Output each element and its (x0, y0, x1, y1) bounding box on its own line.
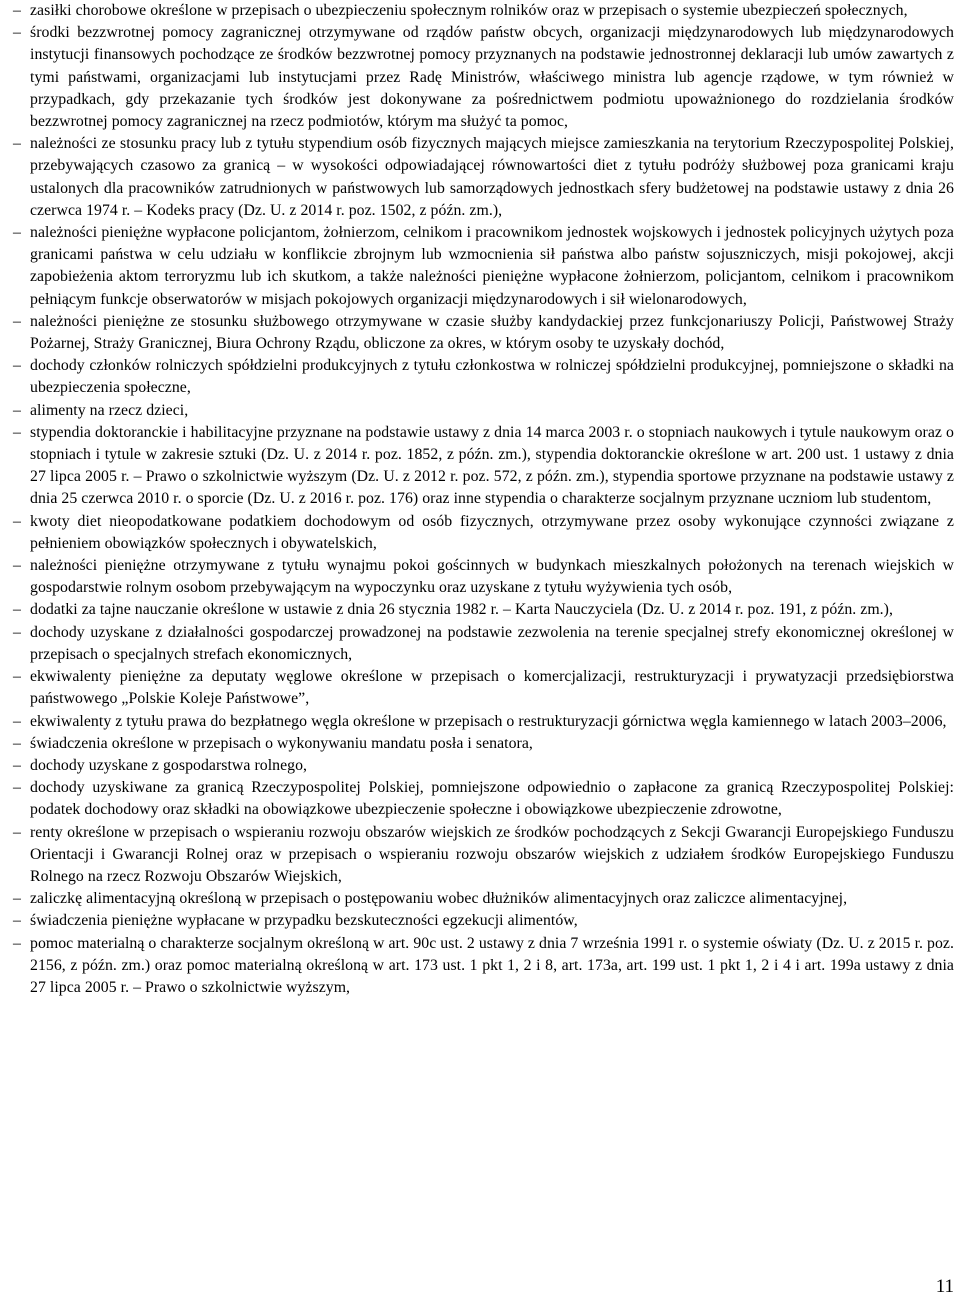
list-item-text: dochody uzyskiwane za granicą Rzeczypospolitej Polskiej, pomniejszone odpowiednio o zapłacone za granicą Rzeczypospolitej Polskiej: podatek dochodowy oraz składki na obowiązkowe ubezpieczenie społeczne i obowiązkowe ubezpieczenie zdrowotne, (30, 779, 954, 819)
list-item-text: alimenty na rzecz dzieci, (30, 401, 189, 419)
page-number: 11 (935, 1276, 954, 1297)
list-bullet-dash: – (13, 401, 21, 419)
list-item (6, 0, 954, 22)
list-item (6, 311, 954, 355)
list-bullet-dash: – (13, 890, 21, 908)
list-bullet-dash: – (13, 712, 21, 730)
list-item (6, 888, 954, 910)
list-bullet-dash: – (13, 823, 21, 841)
list-item-text: należności pieniężne ze stosunku służbowego otrzymywane w czasie służby kandydackiej przez funkcjonariuszy Policji, Państwowej Straży Pożarnej, Straży Granicznej, Biura Ochrony Rządu, obliczone za okres, w którym osoby te uzyskały dochód, (30, 312, 954, 353)
list-item (6, 666, 954, 710)
list-item (6, 400, 954, 422)
list-item (6, 755, 954, 777)
list-bullet-dash: – (13, 601, 21, 619)
list-item (6, 599, 954, 621)
list-bullet-dash: – (13, 934, 21, 952)
list-item (6, 777, 954, 821)
list-item (6, 222, 954, 311)
list-item (6, 422, 954, 511)
list-bullet-dash: – (13, 734, 21, 752)
list-bullet-dash: – (13, 512, 21, 530)
list-item (6, 910, 954, 932)
list-item-text: należności ze stosunku pracy lub z tytułu stypendium osób fizycznych mających miejsce zamieszkania na terytorium Rzeczypospolitej Polskiej, przebywających czasowo za granicą – w wysokości odpowiadającej równowartości diet z tytułu podróży służbowej poza granicami kraju ustalonych dla pracowników zatrudnionych w państwowych lub samorządowych jednostkach sfery budżetowej na podstawie ustawy z dnia 26 czerwca 1974 r. – Kodeks pracy (Dz. U. z 2014 r. poz. 1502, z późn. zm.), (30, 135, 954, 219)
list-item-text: dochody uzyskane z działalności gospodarczej prowadzonej na podstawie zezwolenia na terenie specjalnej strefy ekonomicznej określonej w przepisach o specjalnych strefach ekonomicznych, (30, 623, 954, 663)
list-item-text: renty określone w przepisach o wspieraniu rozwoju obszarów wiejskich ze środków pochodzących z Sekcji Gwarancji Europejskiego Funduszu Orientacji i Gwarancji Rolnej oraz w przepisach o wspieraniu rozwoju obszarów wiejskich z udziałem środków Europejskiego Funduszu Rolnego na rzecz Rozwoju Obszarów Wiejskich, (30, 823, 954, 885)
list-item-text: należności pieniężne wypłacone policjantom, żołnierzom, celnikom i pracownikom jednostek wojskowych i jednostek policyjnych użytych poza granicami państwa w celu udziału w konflikcie zbrojnym lub wzmocnienia sił państwa albo państw sojuszniczych, misji pokojowej, akcji zapobieżenia aktom terroryzmu lub ich skutkom, a także należności pieniężne wypłacone żołnierzom, policjantom, celnikom i pracownikom pełniącym funkcje obserwatorów w misjach pokojowych organizacji międzynarodowych i sił wielonarodowych, (30, 224, 954, 308)
list-bullet-dash: – (13, 668, 21, 686)
list-item-text: dodatki za tajne nauczanie określone w ustawie z dnia 26 stycznia 1982 r. – Karta Nauczyciela (Dz. U. z 2014 r. poz. 191, z późn. zm.), (30, 601, 893, 619)
list-bullet-dash: – (13, 312, 21, 330)
list-item-text: stypendia doktoranckie i habilitacyjne przyznane na podstawie ustawy z dnia 14 marca 2003 r. o stopniach naukowych i tytule naukowym oraz o stopniach i tytule w zakresie sztuki (Dz. U. z 2014 r. poz. 1852, z późn. zm.), stypendia doktoranckie określone w art. 200 ust. 1 ustawy z dnia 27 lipca 2005 r. – Prawo o szkolnictwie wyższym (Dz. U. z 2012 r. poz. 572, z późn. zm.), stypendia sportowe przyznane na podstawie ustawy z dnia 25 czerwca 2010 r. o sporcie (Dz. U. z 2016 r. poz. 176) oraz inne stypendia o charakterze socjalnym przyznane uczniom lub studentom, (30, 423, 954, 508)
list-bullet-dash: – (13, 912, 21, 930)
list-bullet-dash: – (13, 779, 21, 797)
list-bullet-dash: – (13, 2, 21, 19)
list-item (6, 933, 954, 1000)
list-bullet-dash: – (13, 224, 21, 242)
list-item (6, 511, 954, 555)
list-item (6, 622, 954, 666)
list-bullet-dash: – (13, 423, 21, 441)
list-bullet-dash: – (13, 24, 21, 42)
list-bullet-dash: – (13, 557, 21, 575)
list-item (6, 555, 954, 599)
list-item-text: dochody członków rolniczych spółdzielni produkcyjnych z tytułu członkostwa w rolniczej spółdzielni produkcyjnej, pomniejszone o składki na ubezpieczenia społeczne, (30, 357, 954, 397)
list-item (6, 355, 954, 399)
list-item-text: zaliczkę alimentacyjną określoną w przepisach o postępowaniu wobec dłużników alimentacyjnych oraz zaliczce alimentacyjnej, (30, 890, 848, 908)
list-item (6, 822, 954, 889)
list-bullet-dash: – (13, 135, 21, 153)
list-item-text: pomoc materialną o charakterze socjalnym określoną w art. 90c ust. 2 ustawy z dnia 7 września 1991 r. o systemie oświaty (Dz. U. z 2015 r. poz. 2156, z późn. zm.) oraz pomoc materialną określoną w art. 173 ust. 1 pkt 1, 2 i 8, art. 173a, art. 199 ust. 1 pkt 1, 2 i 4 i art. 199a ustawy z dnia 27 lipca 2005 r. – Prawo o szkolnictwie wyższym, (30, 934, 954, 996)
list-item (6, 133, 954, 222)
list-item (6, 711, 954, 733)
list-item-text: dochody uzyskane z gospodarstwa rolnego, (30, 756, 308, 774)
list-item-text: zasiłki chorobowe określone w przepisach o ubezpieczeniu społecznym rolników oraz w przepisach o systemie ubezpieczeń społecznych, (30, 2, 908, 19)
list-item-text: świadczenia pieniężne wypłacane w przypadku bezskuteczności egzekucji alimentów, (30, 912, 578, 930)
list-item-text: środki bezzwrotnej pomocy zagranicznej otrzymywane od rządów państw obcych, organizacji międzynarodowych lub międzynarodowych instytucji finansowych pochodzące ze środków bezzwrotnej pomocy przyznanych na podstawie jednostronnej deklaracji lub umów zawartych z tymi państwami, organizacjami lub instytucjami przez Radę Ministrów, właściwego ministra lub agencje rządowe, w tym również w przypadkach, gdy przekazanie tych środków jest dokonywane za pośrednictwem podmiotu upoważnionego do rozdzielania środków bezzwrotnej pomocy zagranicznej na rzecz podmiotów, którym ma służyć ta pomoc, (30, 24, 954, 131)
list-bullet-dash: – (13, 623, 21, 641)
list-item-text: ekwiwalenty z tytułu prawa do bezpłatnego węgla określone w przepisach o restrukturyzacji górnictwa węgla kamiennego w latach 2003–2006, (30, 712, 947, 730)
list-item-text: należności pieniężne otrzymywane z tytułu wynajmu pokoi gościnnych w budynkach mieszkalnych położonych na terenach wiejskich w gospodarstwie rolnym osobom przebywającym na wypoczynku oraz uzyskane z tytułu wyżywienia tych osób, (30, 557, 954, 597)
list-bullet-dash: – (13, 756, 21, 774)
list-bullet-dash: – (13, 357, 21, 375)
list-item-text: ekwiwalenty pieniężne za deputaty węglowe określone w przepisach o komercjalizacji, restrukturyzacji i prywatyzacji przedsiębiorstwa państwowego „Polskie Koleje Państwowe”, (30, 668, 954, 708)
list-item-text: świadczenia określone w przepisach o wykonywaniu mandatu posła i senatora, (30, 734, 533, 752)
list-item (6, 22, 954, 133)
list-item-text: kwoty diet nieopodatkowane podatkiem dochodowym od osób fizycznych, otrzymywane przez osoby wykonujące czynności związane z pełnieniem obowiązków społecznych i obywatelskich, (30, 512, 954, 552)
list-item (6, 733, 954, 755)
